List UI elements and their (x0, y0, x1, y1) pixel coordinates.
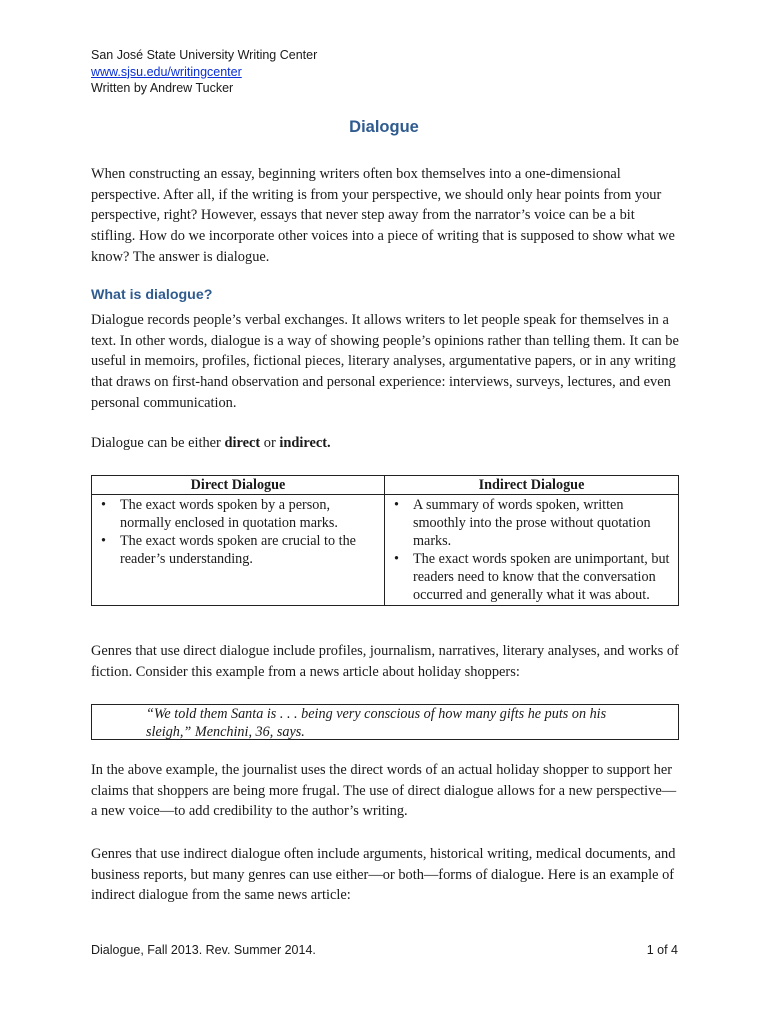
list-item: • A summary of words spoken, written smoothly into the prose without quotation marks. (385, 496, 674, 550)
indirect-term: indirect. (279, 435, 331, 451)
page-title: Dialogue (349, 118, 419, 136)
definition-paragraph: Dialogue records people’s verbal exchanges. It allows writers to let people speak for themselves in a text. In other words, dialogue is a way of showing people’s opinions rather than telling them. It can be useful in memoirs, profiles, fictional pieces, literary analyses, argumentative papers, or in any writing that draws on first-hand observation and personal experience: interviews, surveys, lectures, and even personal communication. (91, 312, 679, 411)
genres-indirect-paragraph: Genres that use indirect dialogue often include arguments, historical writing, medical documents, and business reports, but many genres can use either—or both—forms of dialogue. Here is an example of indirect dialogue from the same news article: (91, 846, 676, 904)
direct-dialogue-header: Direct Dialogue (92, 476, 385, 495)
dialogue-comparison-table (91, 475, 679, 606)
indirect-dialogue-cell (385, 495, 679, 606)
genres-direct-paragraph: Genres that use direct dialogue include profiles, journalism, narratives, literary analyses, and works of fiction. Consider this example from a news article about holiday shoppers: (91, 643, 679, 680)
list-item: • The exact words spoken are crucial to the reader’s understanding. (92, 532, 380, 568)
author-line: Written by Andrew Tucker (91, 81, 234, 95)
indirect-dialogue-header: Indirect Dialogue (385, 476, 679, 495)
list-item: • The exact words spoken by a person, normally enclosed in quotation marks. (92, 496, 380, 532)
direct-dialogue-cell (92, 495, 385, 606)
table-header-row (92, 476, 679, 495)
page-number: 1 of 4 (646, 943, 678, 957)
section-heading: What is dialogue? (91, 287, 213, 303)
example-quote-box: “We told them Santa is . . . being very conscious of how many gifts he puts on his sleigh,” Menchini, 36, says. (91, 704, 679, 740)
direct-term: direct (224, 435, 261, 451)
footer-left: Dialogue, Fall 2013. Rev. Summer 2014. (91, 943, 316, 957)
list-item: • The exact words spoken are unimportant, but readers need to know that the conversation occurred and generally what it was about. (385, 550, 674, 604)
writing-center-link[interactable]: www.sjsu.edu/writingcenter (91, 64, 242, 79)
table-row (92, 495, 679, 606)
either-line (91, 433, 681, 454)
page-header (91, 47, 317, 97)
after-quote-paragraph: In the above example, the journalist uses the direct words of an actual holiday shopper to support her claims that shoppers are being more frugal. The use of direct dialogue allows for a new perspective—a new voice—to add credibility to the author’s writing. (91, 762, 677, 820)
intro-paragraph: When constructing an essay, beginning writers often box themselves into a one-dimensional perspective. After all, if the writing is from your perspective, we should only hear points from your perspective, right? However, essays that never step away from the narrator’s voice can be a bit stifling. How do we incorporate other voices into a piece of writing that is supposed to show what we know? The answer is dialogue. (91, 166, 675, 265)
either-or: or (260, 435, 280, 451)
either-prefix: Dialogue can be either (91, 435, 225, 451)
org-name: San José State University Writing Center (91, 48, 318, 62)
